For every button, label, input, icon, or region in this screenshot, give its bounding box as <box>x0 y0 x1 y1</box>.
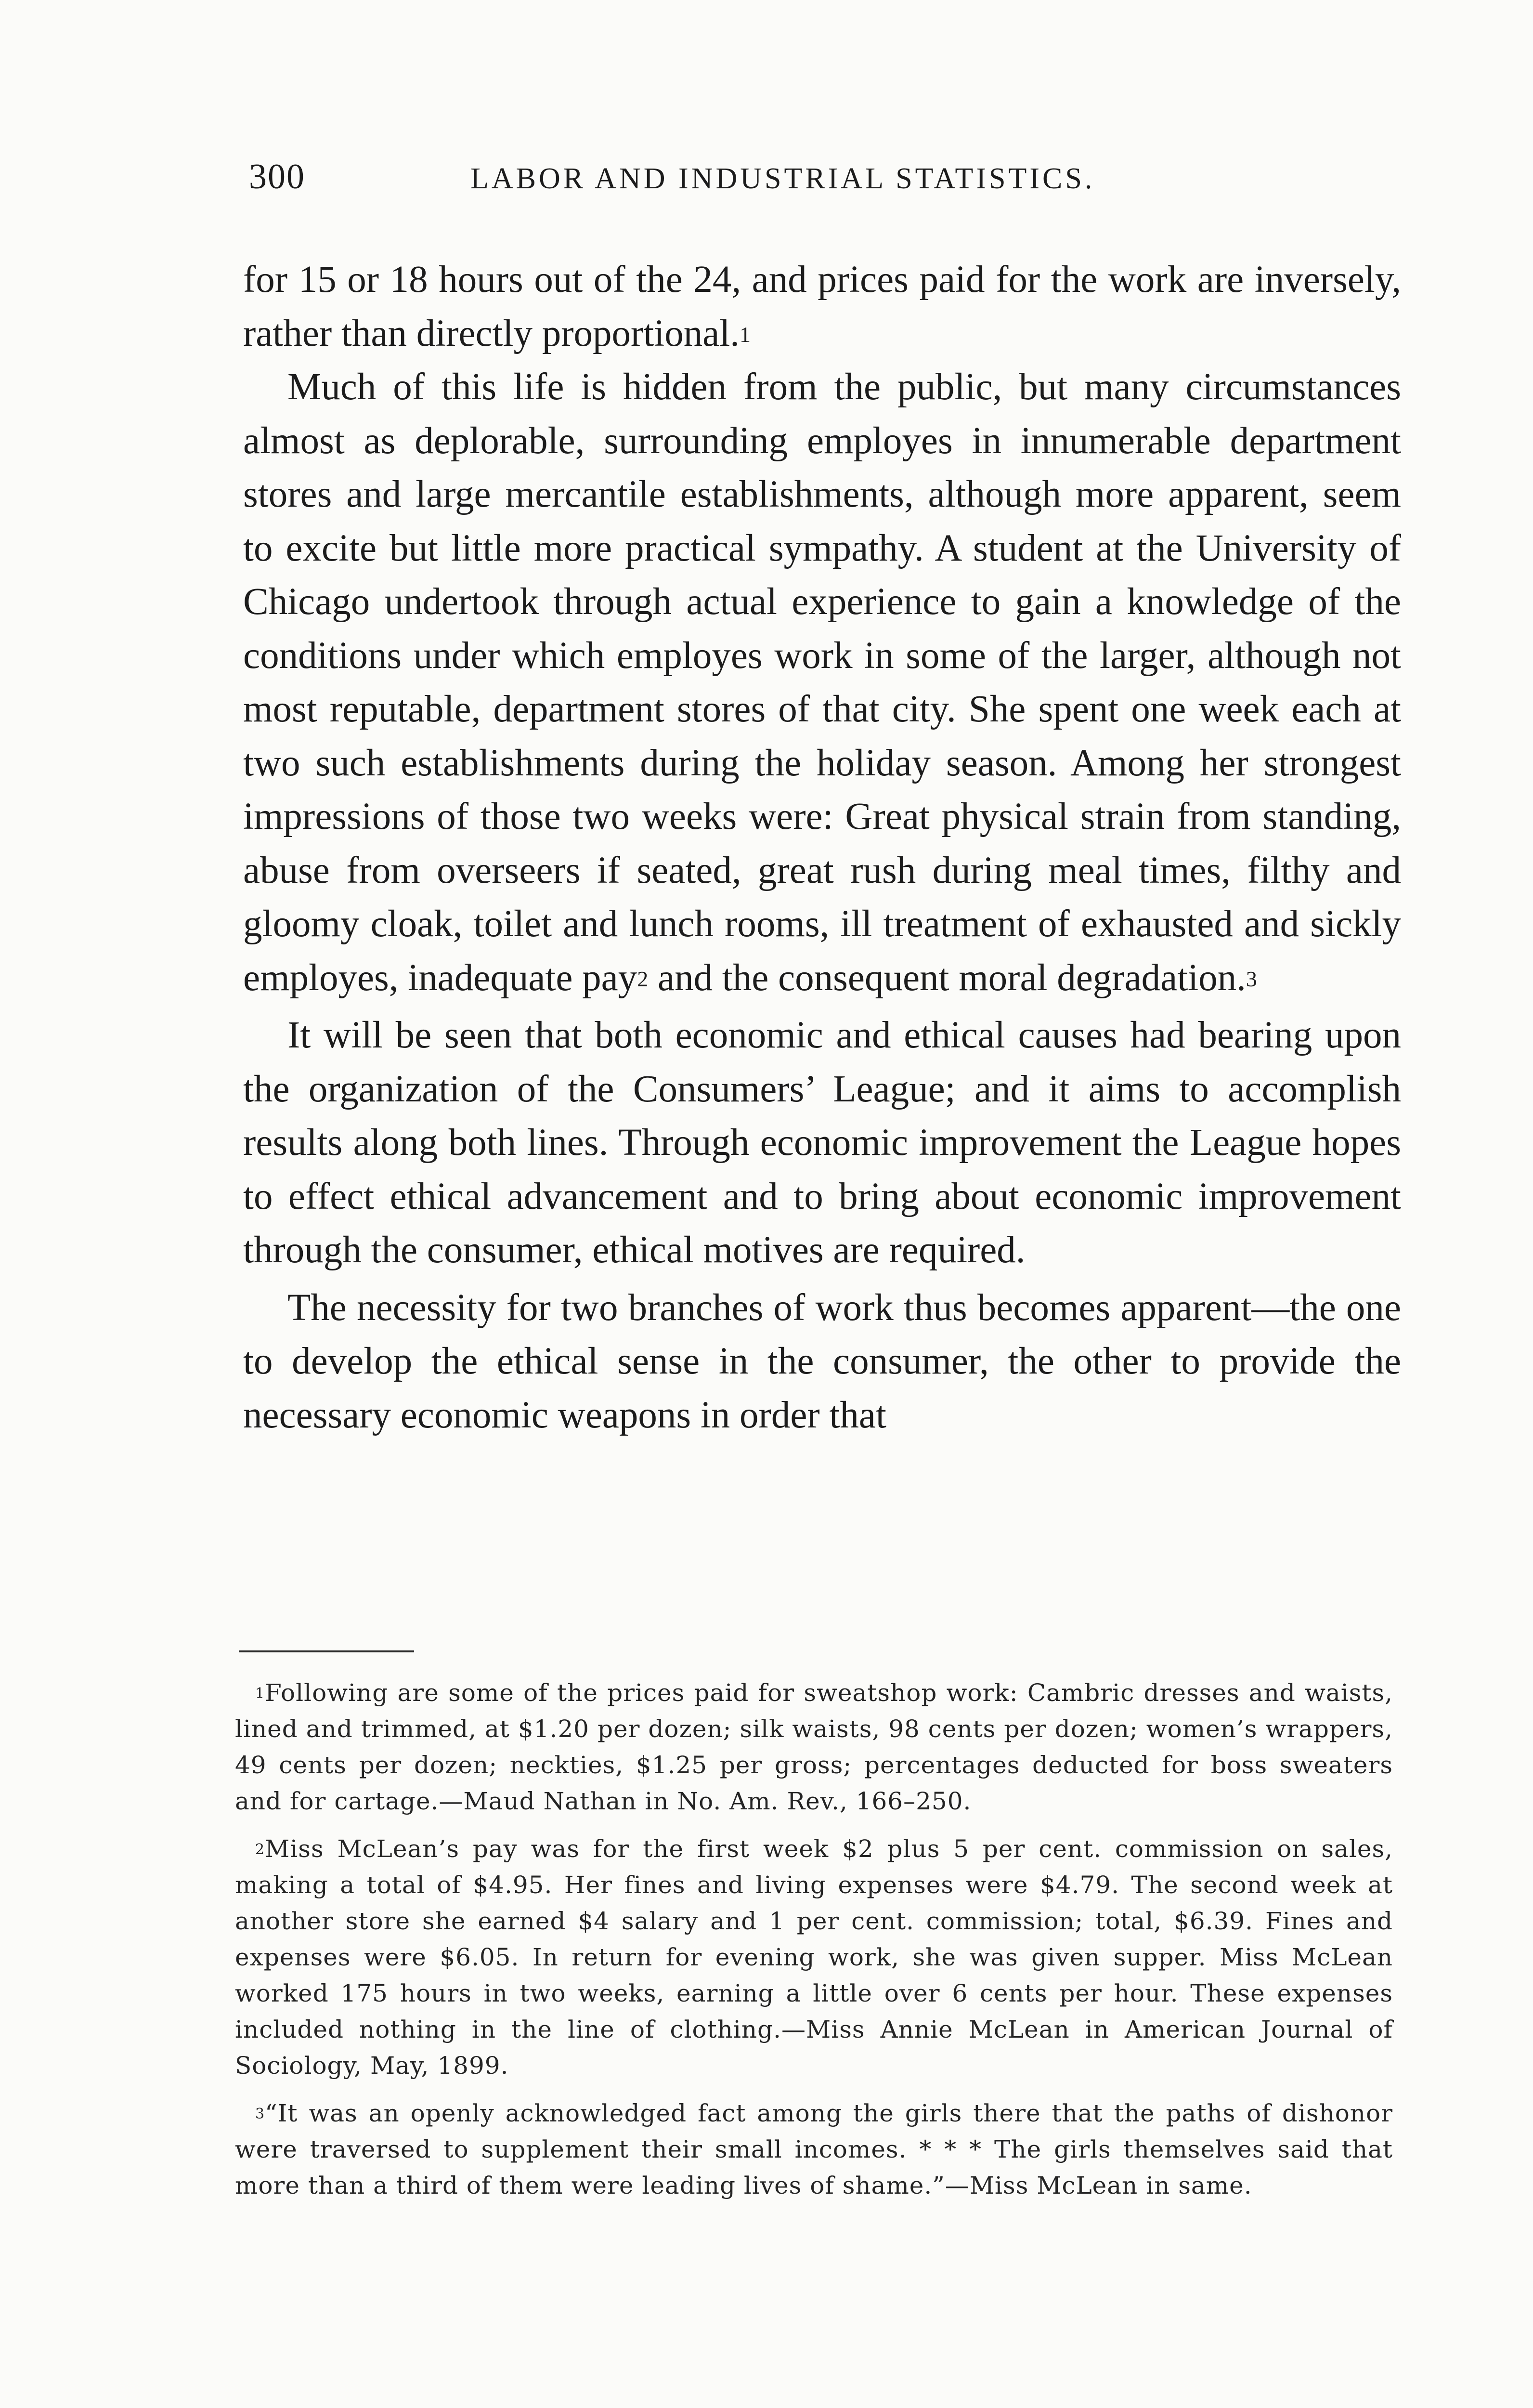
paragraph-4-text: The necessity for two branches of work thus becomes apparent—the one to develop the ethical sense in the consumer, the other to provide the necessary economic weapons in order that <box>243 1286 1401 1436</box>
paragraph-2 <box>243 360 1401 1005</box>
footnote-divider <box>239 1650 414 1652</box>
footnote-3-text: “It was an openly acknowledged fact among the girls there that the paths of dishonor were traversed to supplement their small incomes. * * * The girls themselves said that more than a third of them were leading lives of shame.”—Miss McLean in same. <box>235 2099 1393 2199</box>
footnotes <box>235 1675 1393 2215</box>
footnote-2-text: Miss McLean’s pay was for the first week $2 plus 5 per cent. commission on sales, making a total of $4.95. Her fines and living expenses were $4.79. The second week at another store she earned $4 salary and 1 per cent. commission; total, $6.39. Fines and expenses were $6.05. In return for evening work, she was given supper. Miss McLean worked 175 hours in two weeks, earning a little over 6 cents per hour. These expenses included nothing in the line of clothing.—Miss Annie McLean in American Journal of Sociology, May, 1899. <box>235 1835 1393 2080</box>
paragraph-3 <box>243 1008 1401 1277</box>
paragraph-3-text: It will be seen that both economic and ethical causes had bearing upon the organization of the Consumers’ League; and it aims to accomplish results along both lines. Through economic improvement the League hopes to effect ethical advancement and to bring about economic improvement through the consumer, ethical motives are required. <box>243 1014 1401 1271</box>
footnote-ref-1: 1 <box>740 322 751 347</box>
body-text <box>243 253 1401 1442</box>
paragraph-2-text-a: Much of this life is hidden from the public, but many circumstances almost as deplorable, surrounding employes in innumerable department stores and large mercantile establishments, although more apparent, seem to excite but little more practical sympathy. A student at the University of Chicago undertook through actual experience to gain a knowledge of the conditions under which employes work in some of the larger, although not most reputable, department stores of that city. She spent one week each at two such establishments during the holiday season. Among her strongest impressions of those two weeks were: Great physical strain from standing, abuse from overseers if seated, great rush during meal times, filthy and gloomy cloak, toilet and lunch rooms, ill treatment of exhausted and sickly employes, inadequate pay <box>243 366 1401 999</box>
footnote-1-text: Following are some of the prices paid for sweatshop work: Cambric dresses and waists, lined and trimmed, at $1.20 per dozen; silk waists, 98 cents per dozen; women’s wrappers, 49 cents per dozen; neckties, $1.25 per gross; percentages deducted for boss sweaters and for cartage.—Maud Nathan in No. Am. Rev., 166–250. <box>235 1679 1393 1815</box>
footnote-1-marker: 1 <box>255 1685 265 1702</box>
paragraph-1 <box>243 253 1401 360</box>
footnote-2 <box>235 1831 1393 2084</box>
paragraph-4 <box>243 1281 1401 1442</box>
footnote-1 <box>235 1675 1393 1819</box>
page-number: 300 <box>249 157 305 196</box>
footnote-2-marker: 2 <box>255 1841 265 1858</box>
footnote-ref-3: 3 <box>1246 966 1257 991</box>
footnote-3 <box>235 2095 1393 2204</box>
page-header <box>249 159 1404 212</box>
paragraph-1-text: for 15 or 18 hours out of the 24, and prices paid for the work are inversely, rather than directly proportional. <box>243 259 1401 354</box>
footnote-ref-2: 2 <box>637 966 649 991</box>
footnote-3-marker: 3 <box>255 2106 265 2122</box>
paragraph-2-text-b: and the consequent moral degradation. <box>648 956 1246 999</box>
running-head: LABOR AND INDUSTRIAL STATISTICS. <box>470 162 1095 195</box>
